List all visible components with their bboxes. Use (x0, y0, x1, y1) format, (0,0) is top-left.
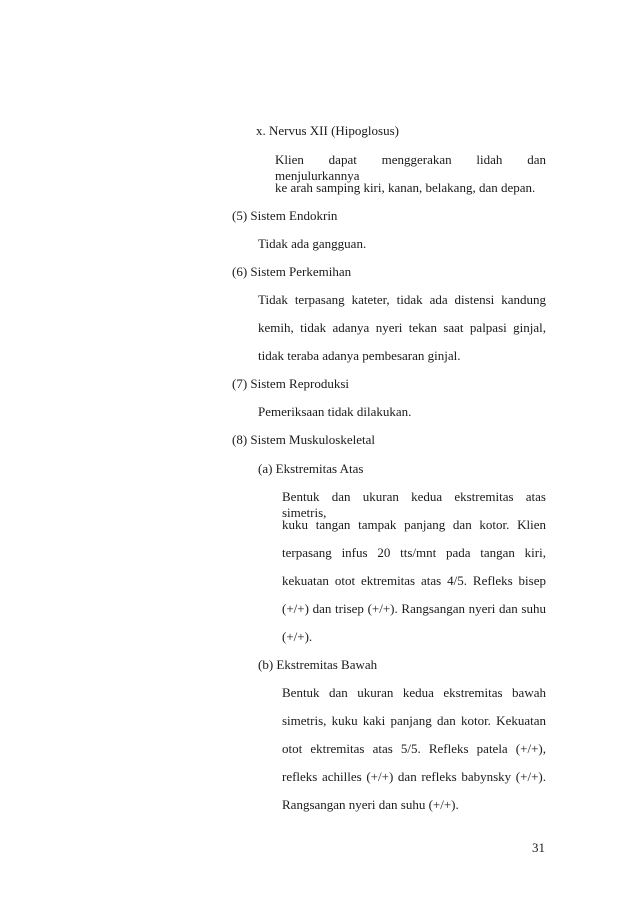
paragraph-line: refleks achilles (+/+) dan refleks babynsky (+/+). (282, 769, 546, 784)
paragraph-line: Pemeriksaan tidak dilakukan. (258, 404, 412, 419)
paragraph-line: Klien dapat menggerakan lidah dan menjulurkannya (275, 152, 546, 183)
paragraph-line: tidak teraba adanya pembesaran ginjal. (258, 348, 461, 363)
paragraph-line: Tidak ada gangguan. (258, 236, 367, 251)
subheading-ekstremitas-bawah: (b) Ekstremitas Bawah (258, 657, 378, 672)
paragraph-line: ke arah samping kiri, kanan, belakang, dan depan. (275, 180, 536, 195)
paragraph-line: Bentuk dan ukuran kedua ekstremitas bawah (282, 685, 546, 700)
paragraph-line: kekuatan otot ektremitas atas 4/5. Refleks bisep (282, 573, 546, 588)
paragraph-line: simetris, kuku kaki panjang dan kotor. Kekuatan (282, 713, 546, 728)
heading-nervus-xii: x. Nervus XII (Hipoglosus) (256, 123, 399, 138)
paragraph-line: Rangsangan nyeri dan suhu (+/+). (282, 797, 459, 812)
paragraph-line: terpasang infus 20 tts/mnt pada tangan kiri, (282, 545, 546, 560)
heading-sistem-muskuloskeletal: (8) Sistem Muskuloskeletal (232, 432, 375, 447)
paragraph-line: kuku tangan tampak panjang dan kotor. Klien (282, 517, 546, 532)
paragraph-line: Bentuk dan ukuran kedua ekstremitas atas simetris, (282, 489, 546, 520)
heading-sistem-endokrin: (5) Sistem Endokrin (232, 208, 338, 223)
heading-sistem-perkemihan: (6) Sistem Perkemihan (232, 264, 352, 279)
paragraph-line: (+/+) dan trisep (+/+). Rangsangan nyeri dan suhu (282, 601, 546, 616)
paragraph-line: kemih, tidak adanya nyeri tekan saat palpasi ginjal, (258, 320, 546, 335)
subheading-ekstremitas-atas: (a) Ekstremitas Atas (258, 461, 364, 476)
page-number: 31 (532, 840, 545, 855)
paragraph-line: (+/+). (282, 629, 313, 644)
paragraph-line: Tidak terpasang kateter, tidak ada distensi kandung (258, 292, 546, 307)
heading-sistem-reproduksi: (7) Sistem Reproduksi (232, 376, 349, 391)
paragraph-line: otot ektremitas atas 5/5. Refleks patela (+/+), (282, 741, 546, 756)
